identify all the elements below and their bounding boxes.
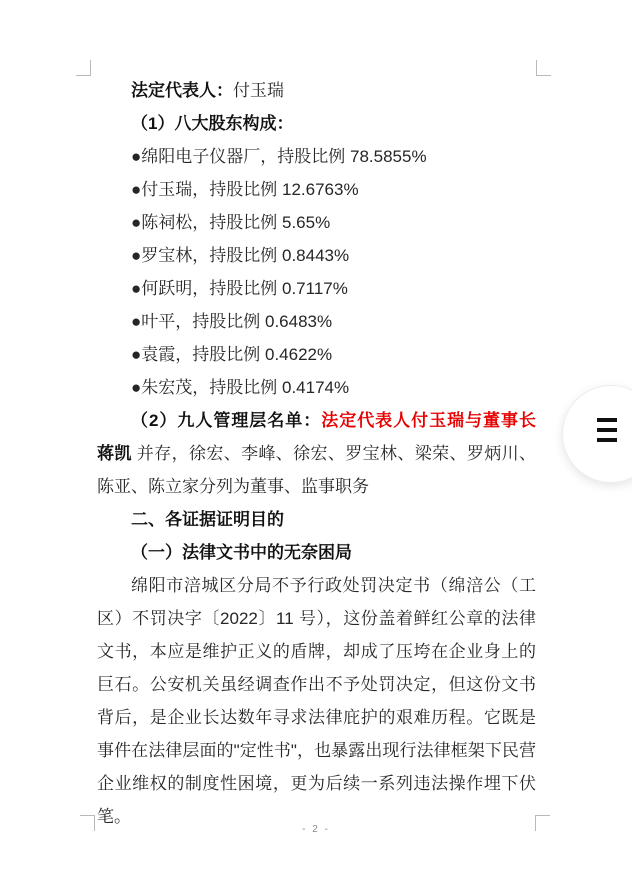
shareholder-text: 绵阳电子仪器厂，持股比例 78.5855%: [141, 147, 427, 166]
margin-mark-top-left-icon: [76, 60, 91, 76]
bullet-icon: ●: [131, 246, 142, 265]
shareholder-text: 陈祠松，持股比例 5.65%: [141, 213, 331, 232]
document-body: [97, 74, 536, 833]
shareholder-text: 付玉瑞，持股比例 12.6763%: [141, 180, 359, 199]
shareholder-item: [97, 140, 536, 173]
legal-representative-label: 法定代表人：: [131, 81, 233, 100]
section1-heading: （1）八大股东构成：: [131, 114, 294, 133]
bullet-icon: ●: [131, 180, 142, 199]
legal-representative-value: 付玉瑞: [233, 81, 284, 100]
management-lead: （2）九人管理层名单：: [131, 411, 322, 430]
floating-menu-button[interactable]: [562, 385, 632, 483]
management-red-highlight: 法定代表人付玉瑞与董事长: [321, 411, 536, 430]
bullet-icon: ●: [131, 312, 142, 331]
bullet-icon: ●: [131, 279, 142, 298]
legal-representative-line: [97, 74, 536, 107]
section2-sub-heading: （一）法律文书中的无奈困局: [131, 543, 352, 562]
shareholder-item: [97, 206, 536, 239]
page-number: - 2 -: [302, 824, 330, 835]
bullet-icon: ●: [131, 213, 142, 232]
shareholder-item: [97, 338, 536, 371]
shareholder-text: 何跃明，持股比例 0.7117%: [141, 279, 348, 298]
management-paragraph: [97, 404, 536, 503]
bullet-icon: ●: [131, 378, 142, 397]
body-paragraph: 绵阳市涪城区分局不予行政处罚决定书（绵涪公（工区）不罚决字〔2022〕11 号），这份盖着鲜红公章的法律文书，本应是维护正义的盾牌，却成了压垮在企业身上的巨石。公安机关虽经调查作出不予处罚决定，但这份文书背后，是企业长达数年寻求法律庇护的艰难历程。它既是事件在法律层面的"定性书"，也暴露出现行法律框架下民营企业维权的制度性困境，更为后续一系列违法操作埋下伏笔。: [97, 576, 536, 826]
section2-heading: 二、各证据证明目的: [131, 510, 284, 529]
management-rest: 并存，徐宏、李峰、徐宏、罗宝林、梁荣、罗炳川、陈亚、陈立家分列为董事、监事职务: [97, 444, 536, 496]
shareholder-text: 朱宏茂，持股比例 0.4174%: [141, 378, 350, 397]
shareholder-text: 叶平，持股比例 0.6483%: [141, 312, 333, 331]
shareholder-text: 罗宝林，持股比例 0.8443%: [141, 246, 350, 265]
shareholder-text: 袁霞，持股比例 0.4622%: [141, 345, 333, 364]
shareholder-item: [97, 272, 536, 305]
management-chairman-name: 蒋凯: [97, 444, 137, 463]
shareholder-item: [97, 173, 536, 206]
shareholder-item: [97, 239, 536, 272]
shareholder-item: [97, 305, 536, 338]
margin-mark-top-right-icon: [536, 60, 551, 76]
hamburger-menu-icon: [597, 418, 617, 442]
shareholder-item: [97, 371, 536, 404]
bullet-icon: ●: [131, 345, 142, 364]
bullet-icon: ●: [131, 147, 142, 166]
